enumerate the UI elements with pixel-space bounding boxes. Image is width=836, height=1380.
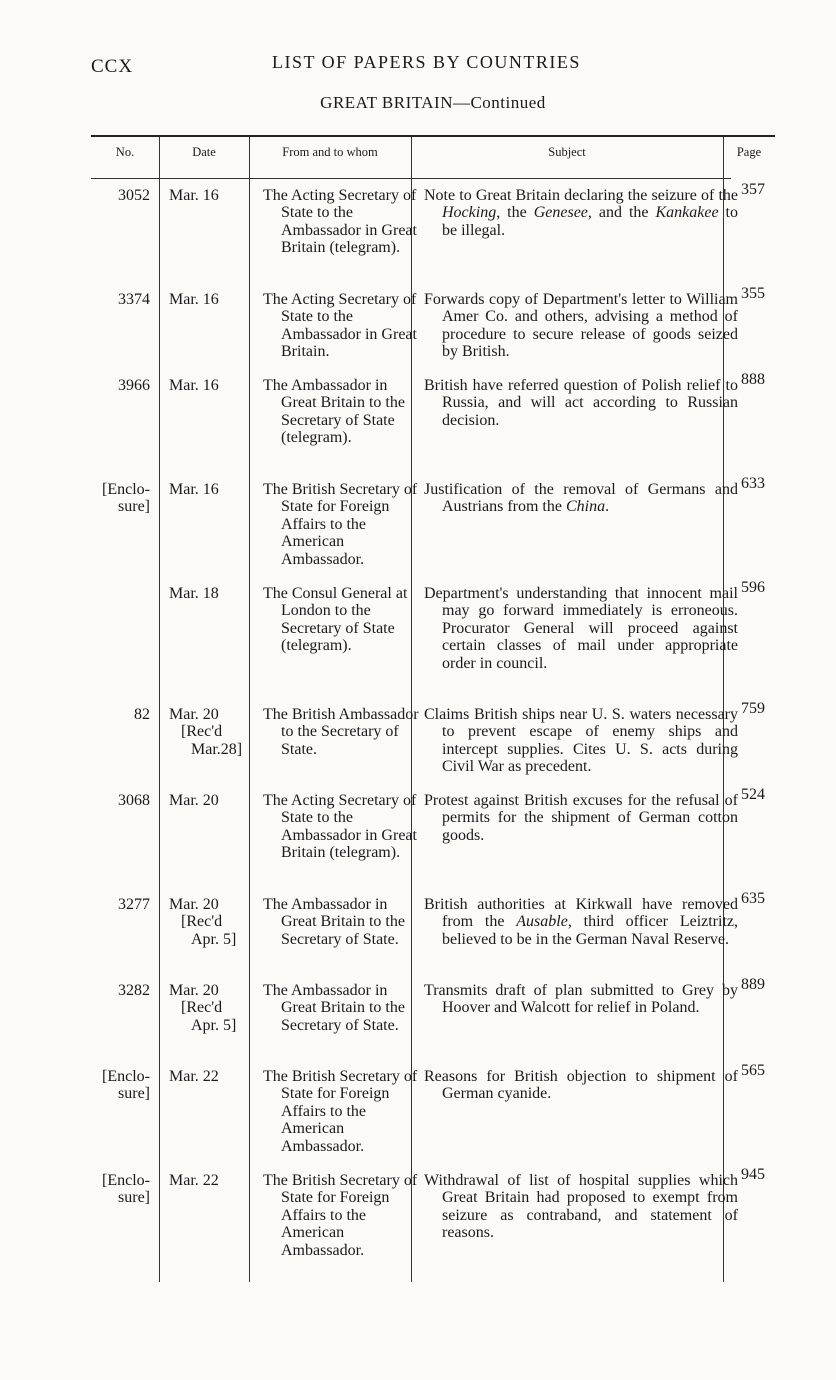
table-row [91,1166,775,1292]
paper-number-part: [Enclo- [102,1068,150,1085]
table-row [91,1062,775,1172]
paper-number [91,481,150,516]
from-and-to-whom: The British Secretary of State for Foreign Affairs to the American Ambassador. [263,1172,418,1259]
date-line: [Rec'd [181,999,223,1017]
page-number: 633 [741,475,765,492]
date-line: Mar. 20 [169,792,219,809]
header-subject: Subject [548,145,586,159]
paper-number-part: sure] [118,498,150,516]
paper-subject: British authorities at Kirkwall have removed from the Ausable, third officer Leiztritz, believed to be in the German Naval Reserve. [424,896,739,948]
page-folio: CCX [91,56,134,77]
from-and-to-whom: The Acting Secretary of State to the Ambassador in Great Britain (telegram). [263,792,417,862]
paper-date [169,896,259,948]
paper-date [169,291,259,308]
table-row [91,475,775,585]
paper-date [169,1068,259,1085]
paper-number [91,1172,150,1207]
date-line: Mar. 16 [169,187,219,204]
page-number: 355 [741,285,765,302]
paper-subject: Forwards copy of Department's letter to William Amer Co. and others, advising a method of procedure to secure release of goods seized by British. [424,291,738,361]
paper-number-part: sure] [118,1085,150,1103]
from-and-to-whom: The British Ambassador to the Secretary of State. [263,706,419,758]
paper-number: 82 [134,706,150,723]
paper-number-part: [Enclo- [102,481,150,498]
from-and-to-whom: The Acting Secretary of State to the Ambassador in Great Britain. [263,291,417,361]
page-number: 357 [741,181,765,198]
page-number: 524 [741,786,765,803]
date-line: Mar. 22 [169,1172,219,1189]
from-and-to-whom: The Consul General at London to the Secretary of State (telegram). [263,585,408,655]
date-line: [Rec'd [181,913,223,931]
table-row [91,976,775,1068]
date-line: Mar. 16 [169,291,219,308]
from-and-to-whom: The Ambassador in Great Britain to the Secretary of State. [263,896,405,948]
paper-number: 3374 [118,291,150,308]
from-and-to-whom: The Ambassador in Great Britain to the Secretary of State. [263,982,405,1034]
from-and-to-whom: The British Secretary of State for Foreign Affairs to the American Ambassador. [263,481,418,568]
date-line: Mar. 22 [169,1068,219,1085]
paper-date [169,792,259,809]
from-and-to-whom: The Ambassador in Great Britain to the Secretary of State (telegram). [263,377,405,447]
paper-date [169,706,259,758]
paper-subject: Justification of the removal of Germans and Austrians from the China. [424,481,738,516]
from-and-to-whom: The British Secretary of State for Foreign Affairs to the American Ambassador. [263,1068,418,1155]
section-heading: GREAT BRITAIN—Continued [320,93,546,112]
paper-number: 3282 [118,982,150,999]
paper-subject: Department's understanding that innocent mail may go forward immediately is erroneous. Procurator General will proceed against certain classes of mail under appropriate order in council. [424,585,738,672]
table-top-rule [91,135,775,137]
date-line: Mar. 20 [169,982,219,999]
page-number: 596 [741,579,765,596]
table-row [91,285,775,377]
page-number: 635 [741,890,765,907]
table-row [91,371,775,481]
date-line: [Rec'd [181,723,223,741]
page-number: 945 [741,1166,765,1183]
paper-subject: Claims British ships near U. S. waters necessary to prevent escape of enemy ships and intercept supplies. Cites U. S. acts during Civil War as precedent. [424,706,738,776]
paper-number-part: sure] [118,1189,150,1207]
page-number: 888 [741,371,765,388]
date-line: Mar. 16 [169,377,219,394]
paper-date [169,377,259,394]
header-from: From and to whom [282,145,378,159]
paper-number [91,1068,150,1103]
date-line: Apr. 5] [191,1016,237,1034]
paper-number: 3966 [118,377,150,394]
page-number: 759 [741,700,765,717]
paper-subject: Protest against British excuses for the refusal of permits for the shipment of German cotton goods. [424,792,738,844]
paper-number: 3277 [118,896,150,913]
date-line: Mar. 16 [169,481,219,498]
paper-date [169,1172,259,1189]
paper-date [169,481,259,498]
table-row [91,700,775,792]
table-row [91,890,775,982]
table-row [91,579,775,706]
date-line: Mar. 18 [169,585,219,602]
paper-subject: Note to Great Britain declaring the seizure of the Hocking, the Genesee, and the Kankakee to be illegal. [424,187,739,239]
paper-subject: Transmits draft of plan submitted to Grey by Hoover and Walcott for relief in Poland. [424,982,738,1017]
page-number: 889 [741,976,765,993]
paper-subject: Withdrawal of list of hospital supplies which Great Britain had proposed to exempt from seizure as contraband, and statement of reasons. [424,1172,738,1242]
paper-subject: British have referred question of Polish relief to Russia, and will act according to Russian decision. [424,377,738,429]
paper-date [169,982,259,1034]
header-page: Page [736,145,762,159]
paper-number: 3052 [118,187,150,204]
date-line: Mar. 20 [169,706,219,723]
page-number: 565 [741,1062,765,1079]
table-row [91,181,775,291]
paper-subject: Reasons for British objection to shipment of German cyanide. [424,1068,738,1103]
date-line: Mar.28] [191,740,243,758]
header-no: No. [115,145,135,159]
paper-date [169,187,259,204]
from-and-to-whom: The Acting Secretary of State to the Ambassador in Great Britain (telegram). [263,187,417,257]
header-date: Date [192,145,216,159]
date-line: Apr. 5] [191,930,237,948]
paper-number-part: [Enclo- [102,1172,150,1189]
running-title: LIST OF PAPERS BY COUNTRIES [272,52,581,72]
table-row [91,786,775,896]
paper-number: 3068 [118,792,150,809]
date-line: Mar. 20 [169,896,219,913]
paper-date [169,585,259,602]
